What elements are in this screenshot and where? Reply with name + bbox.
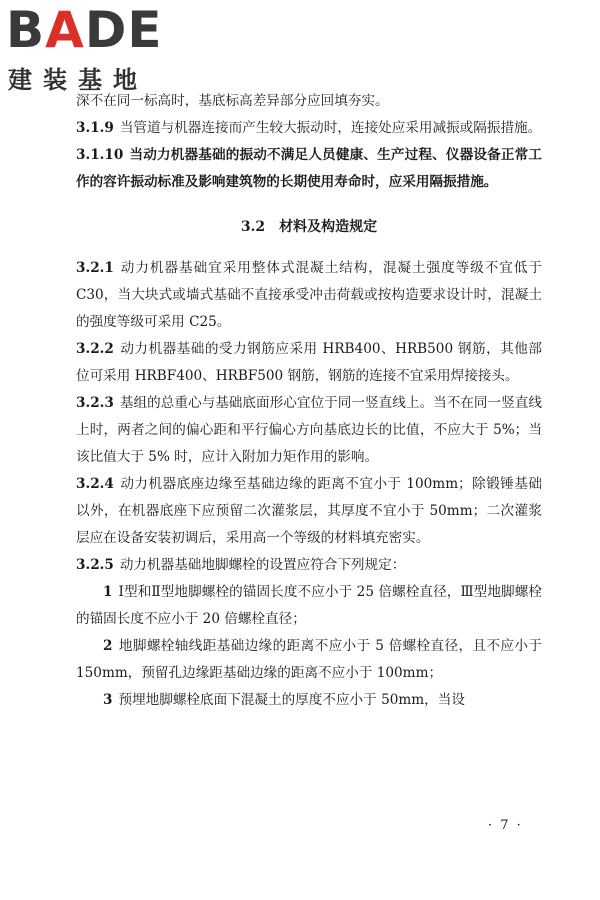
logo-letters-2: DE bbox=[84, 1, 163, 59]
item-text: Ⅰ型和Ⅱ型地脚螺栓的锚固长度不应小于 25 倍螺栓直径，Ⅲ型地脚螺栓的锚固长度不应小于 20 倍螺栓直径； bbox=[76, 584, 542, 627]
item-number: 1 bbox=[103, 584, 113, 600]
clause-number: 3.1.10 bbox=[76, 147, 124, 163]
clause-3-1-9 bbox=[76, 115, 542, 142]
clause-3-2-4 bbox=[76, 471, 542, 552]
page-number: · 7 · bbox=[488, 818, 523, 833]
clause-text: 动力机器底座边缘至基础边缘的距离不宜小于 100mm；除锻锤基础以外，在机器底座下应预留二次灌浆层，其厚度不宜小于 50mm；二次灌浆层应在设备安装初调后，采用高一个等级的材料填充密实。 bbox=[76, 476, 542, 546]
document-body bbox=[76, 88, 542, 714]
clause-number: 3.2.4 bbox=[76, 476, 114, 492]
clause-text: 动力机器基础宜采用整体式混凝土结构，混凝土强度等级不宜低于 C30，当大块式或墙式基础不直接承受冲击荷载或按构造要求设计时，混凝土的强度等级可采用 C25。 bbox=[76, 260, 542, 330]
clause-number: 3.2.2 bbox=[76, 341, 114, 357]
logo-letters-1: B bbox=[6, 1, 46, 59]
clause-number: 3.2.1 bbox=[76, 260, 114, 276]
clause-text: 基组的总重心与基础底面形心宜位于同一竖直线上。当不在同一竖直线上时，两者之间的偏心距和平行偏心方向基底边长的比值，不应大于 5%；当该比值大于 5% 时，应计入附加力矩作用的影响。 bbox=[76, 395, 542, 465]
clause-number: 3.2.5 bbox=[76, 557, 114, 573]
section-title: 材料及构造规定 bbox=[279, 219, 378, 235]
clause-text: 动力机器基础的受力钢筋应采用 HRB400、HRB500 钢筋，其他部位可采用 HRBF400、HRBF500 钢筋，钢筋的连接不宜采用焊接接头。 bbox=[76, 341, 542, 384]
logo-letter-accent: A bbox=[45, 1, 85, 59]
item-number: 2 bbox=[103, 638, 113, 654]
list-item-1 bbox=[76, 579, 542, 633]
clause-text: 当动力机器基础的振动不满足人员健康、生产过程、仪器设备正常工作的容许振动标准及影响建筑物的长期使用寿命时，应采用隔振措施。 bbox=[76, 147, 542, 190]
clause-3-2-1 bbox=[76, 255, 542, 336]
clause-3-2-5 bbox=[76, 552, 542, 579]
item-text: 预埋地脚螺栓底面下混凝土的厚度不应小于 50mm，当设 bbox=[118, 692, 465, 708]
clause-3-2-3 bbox=[76, 390, 542, 471]
list-item-3 bbox=[76, 687, 542, 714]
brand-logo bbox=[6, 1, 186, 96]
clause-3-1-10 bbox=[76, 142, 542, 196]
clause-3-2-2 bbox=[76, 336, 542, 390]
logo-wordmark bbox=[6, 1, 163, 59]
item-text: 地脚螺栓轴线距基础边缘的距离不应小于 5 倍螺栓直径，且不应小于 150mm，预留孔边缘距基础边缘的距离不应小于 100mm； bbox=[76, 638, 542, 681]
section-number: 3.2 bbox=[240, 219, 266, 235]
clause-text: 动力机器基础地脚螺栓的设置应符合下列规定： bbox=[119, 557, 406, 573]
continued-paragraph: 深不在同一标高时，基底标高差异部分应回填夯实。 bbox=[76, 93, 389, 109]
logo-subtitle: 建装基地 bbox=[8, 66, 148, 94]
clause-number: 3.1.9 bbox=[76, 120, 114, 136]
clause-text: 当管道与机器连接而产生较大振动时，连接处应采用减振或隔振措施。 bbox=[119, 120, 542, 136]
item-number: 3 bbox=[103, 692, 113, 708]
section-heading bbox=[76, 214, 542, 241]
clause-number: 3.2.3 bbox=[76, 395, 114, 411]
list-item-2 bbox=[76, 633, 542, 687]
